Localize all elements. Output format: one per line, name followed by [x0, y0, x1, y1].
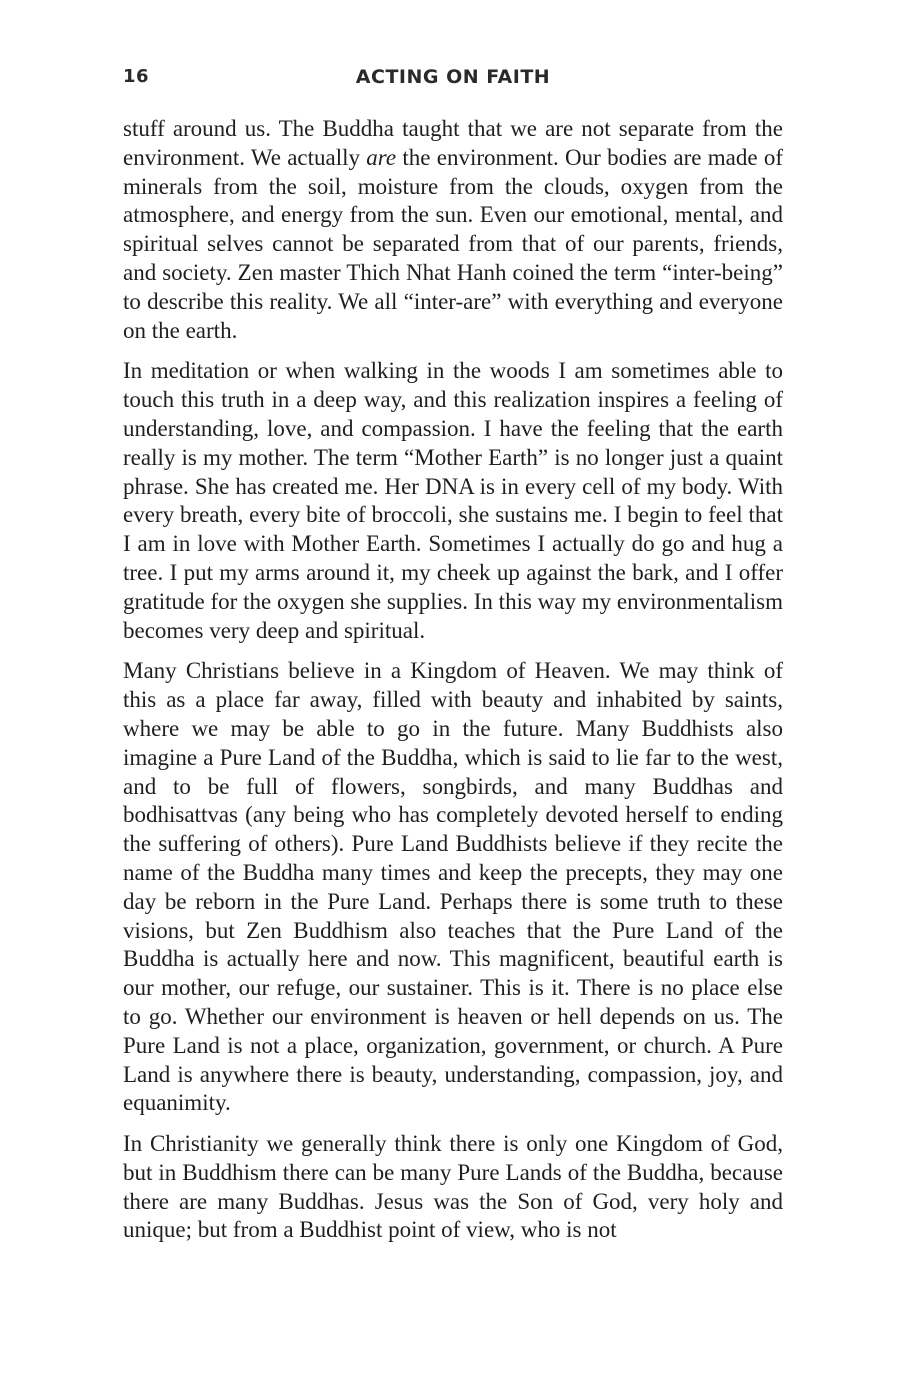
paragraph-1 — [123, 115, 783, 345]
paragraph-4: In Christianity we generally think there is only one Kingdom of God, but in Buddhism there can be many Pure Lands of the Buddha, because there are many Buddhas. Jesus was the Son of God, very holy and unique; but from a Buddhist point of view, who is not — [123, 1131, 783, 1243]
page-number: 16 — [123, 66, 150, 87]
body-text — [123, 115, 783, 1257]
paragraph-1-text-start: stuff around us. The Buddha taught that we are not separate from the environment. We actually — [123, 116, 783, 170]
paragraph-1-text-end: the environment. Our bodies are made of minerals from the soil, moisture from the clouds, oxygen from the atmosphere, and energy from the sun. Even our emotional, mental, and spiritual selves cannot be separated from that of our parents, friends, and society. Zen master Thich Nhat Hanh coined the term “inter-being” to describe this reality. We all “inter-are” with everything and everyone on the earth. — [123, 144, 784, 343]
paragraph-2: In meditation or when walking in the woods I am sometimes able to touch this truth in a deep way, and this realization inspires a feeling of understanding, love, and compassion. I have the feeling that the earth really is my mother. The term “Mother Earth” is no longer just a quaint phrase. She has created me. Her DNA is in every cell of my body. With every breath, every bite of broccoli, she sustains me. I begin to feel that I am in love with Mother Earth. Sometimes I actually do go and hug a tree. I put my arms around it, my cheek up against the bark, and I offer gratitude for the oxygen she supplies. In this way my environmentalism becomes very deep and spiritual. — [123, 358, 783, 643]
emphasis-are: are — [366, 144, 397, 170]
running-title: ACTING ON FAITH — [355, 66, 551, 88]
paragraph-3: Many Christians believe in a Kingdom of Heaven. We may think of this as a place far away, filled with beauty and inhabited by saints, where we may be able to go in the future. Many Buddhists also imagine a Pure Land of the Buddha, which is said to lie far to the west, and to be full of flowers, songbirds, and many Buddhas and bodhisattvas (any being who has completely devoted herself to ending the suffering of others). Pure Land Buddhists believe if they recite the name of the Buddha many times and keep the precepts, they may one day be reborn in the Pure Land. Perhaps there is some truth to these visions, but Zen Buddhism also teaches that the Pure Land of the Buddha is actually here and now. This magnificent, beautiful earth is our mother, our refuge, our sustainer. This is it. There is no place else to go. Whether our environment is heaven or hell depends on us. The Pure Land is not a place, organization, government, or church. A Pure Land is anywhere there is beauty, understanding, compassion, joy, and equanimity. — [123, 658, 783, 1116]
page-header — [123, 66, 783, 100]
